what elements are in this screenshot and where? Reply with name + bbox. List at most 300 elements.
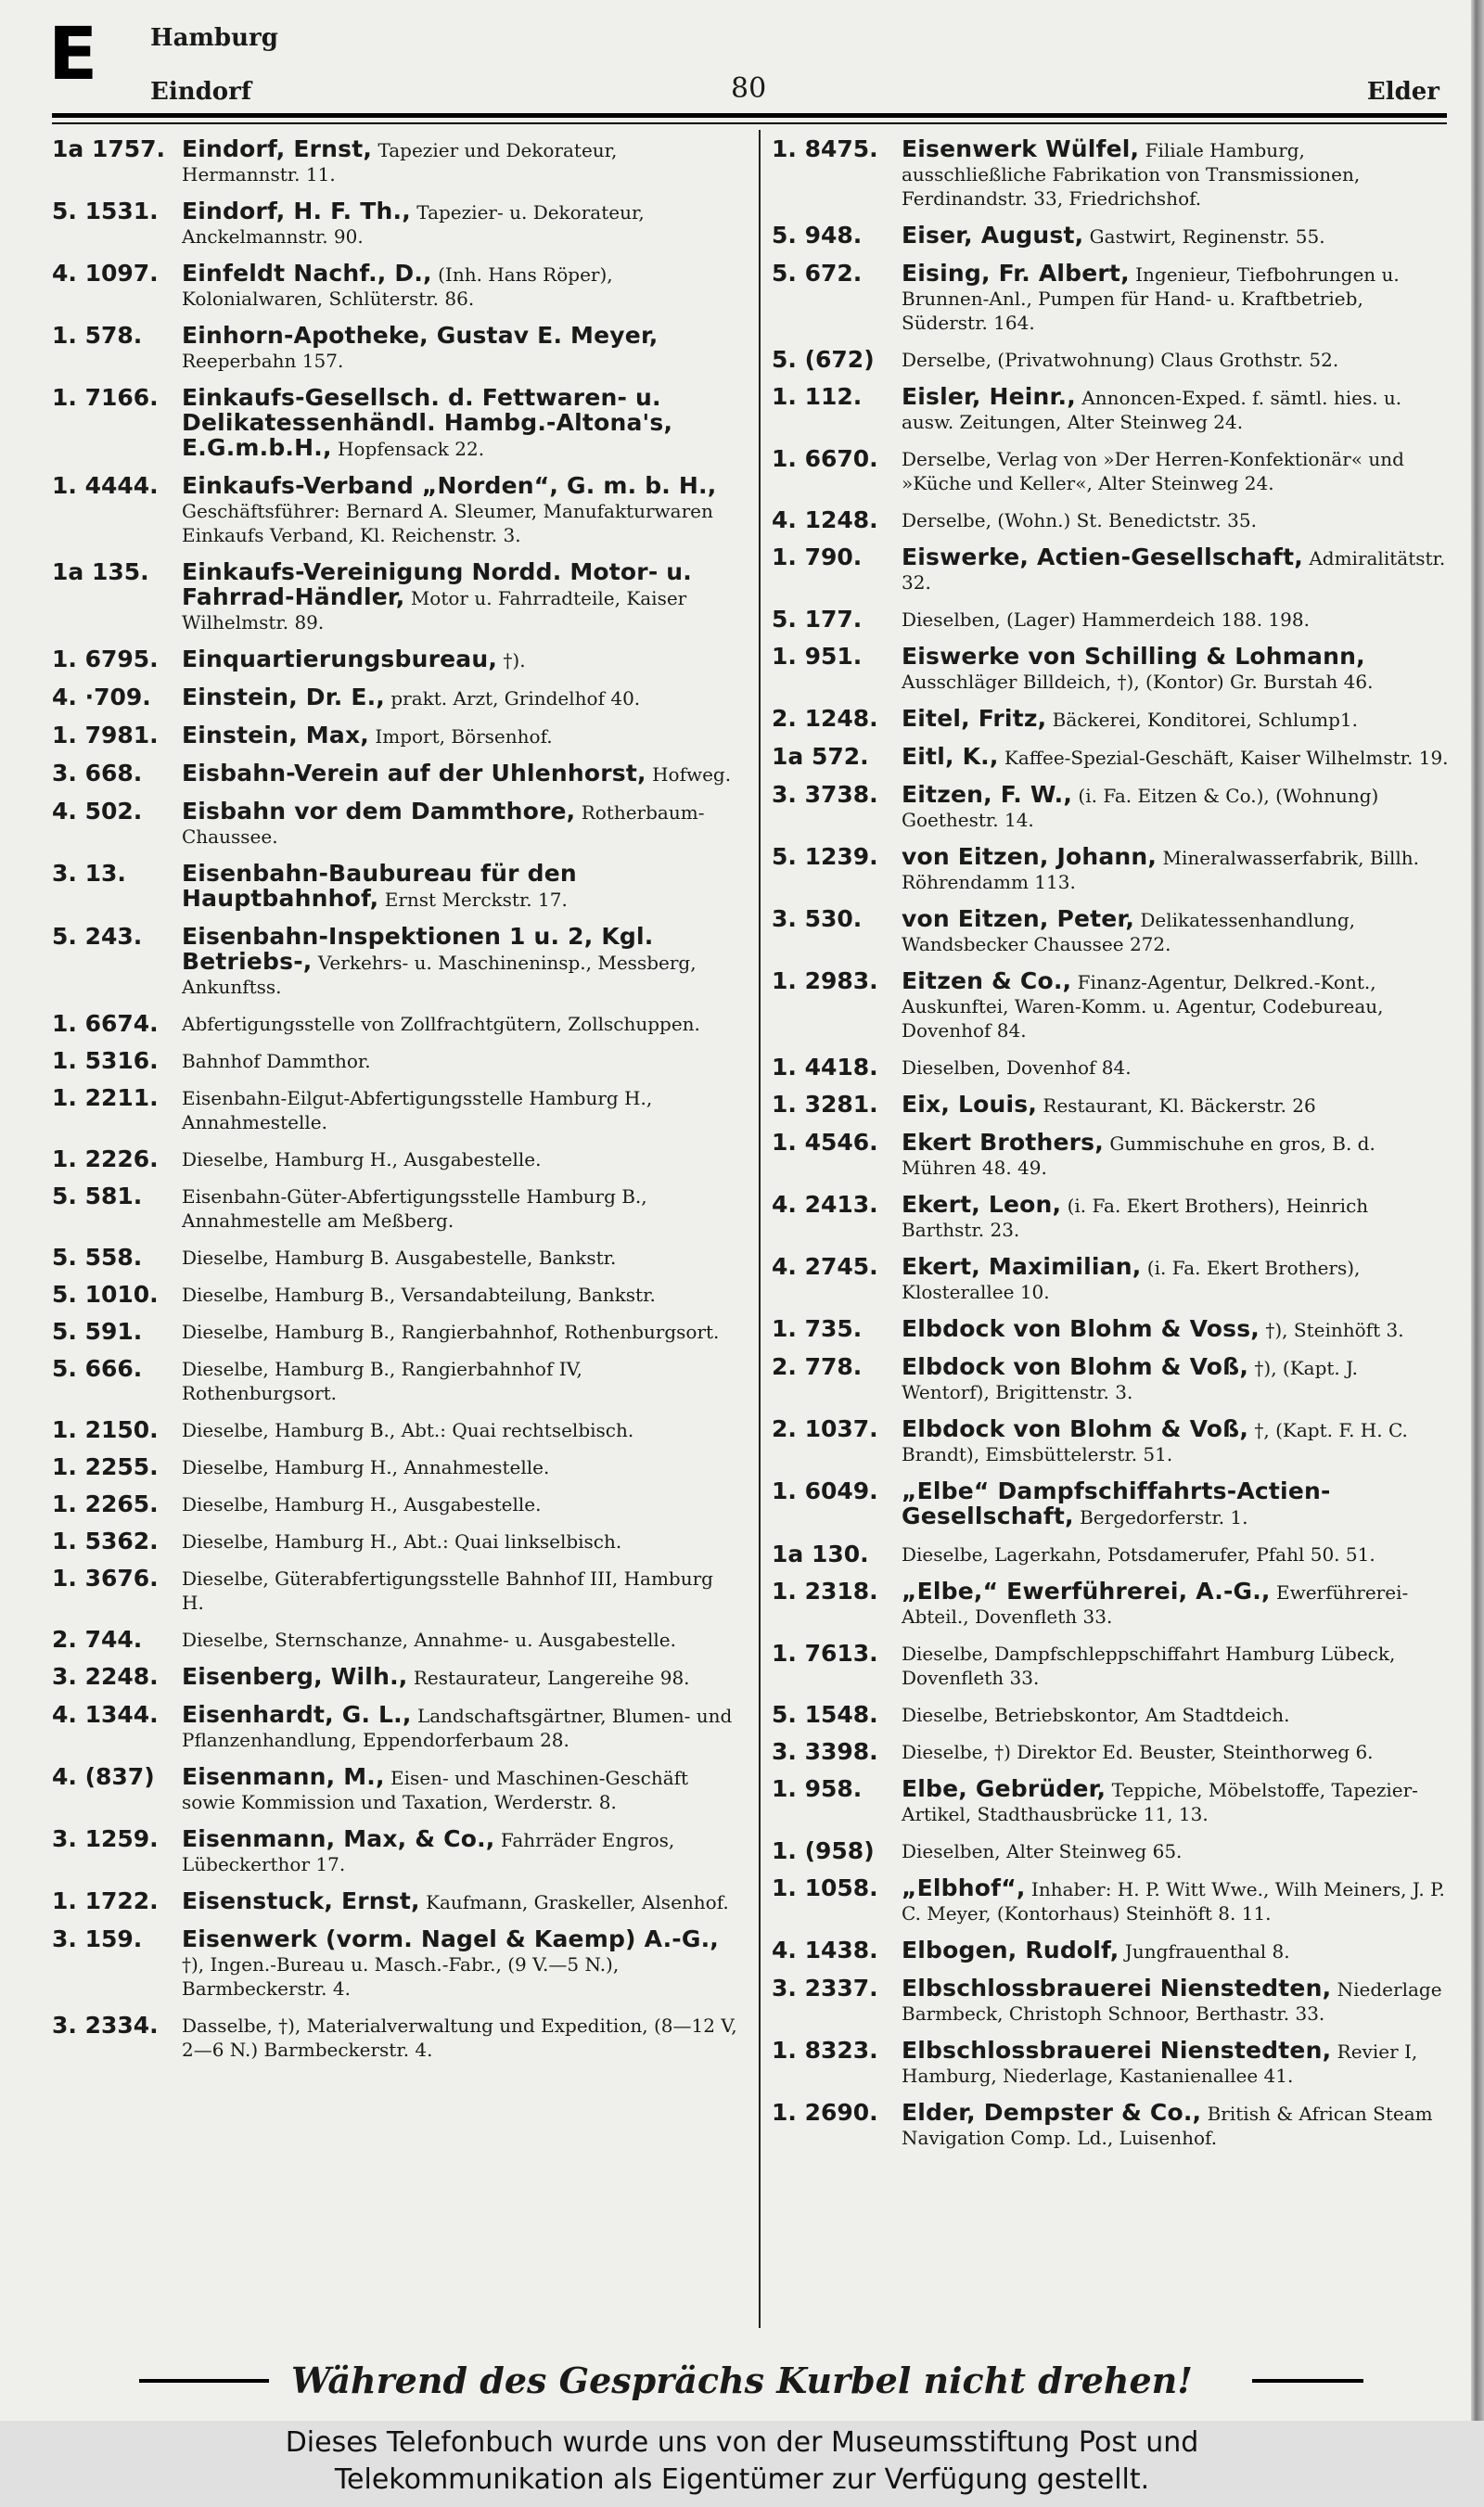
phone-number: 1. 6795. <box>52 646 159 672</box>
subscriber-details: Niederlage Barmbeck, Christoph Schnoor, Berthastr. 33. <box>902 1978 1442 2025</box>
subscriber-name: Eisenwerk (vorm. Nagel & Kaemp) A.-G., <box>182 1925 719 1952</box>
phone-number: 1. 7613. <box>772 1640 878 1667</box>
phone-number: 5. 1531. <box>52 198 159 224</box>
directory-entry <box>772 907 1449 956</box>
subscriber-name: „Elbe“ Dampfschiffahrts-Actien-Gesellschaft, <box>902 1477 1331 1529</box>
phone-number: 1. (958) <box>772 1837 875 1864</box>
subscriber-details: Dieselbe, Hamburg B., Abt.: Quai rechtselbisch. <box>182 1419 634 1441</box>
phone-number: 1. 4444. <box>52 472 159 499</box>
directory-entry <box>772 1255 1449 1304</box>
subscriber-name: Ekert Brothers, <box>902 1129 1104 1156</box>
directory-entry <box>772 2039 1449 2088</box>
subscriber-details: Reeperbahn 157. <box>182 350 344 372</box>
directory-entry <box>52 647 738 672</box>
entry-text <box>902 783 1449 832</box>
subscriber-details: Hofweg. <box>652 763 732 786</box>
entry-text <box>902 1131 1449 1180</box>
subscriber-name: Einkaufs-Vereinigung Nordd. Motor- u. Fahrrad-Händler, <box>182 558 693 610</box>
subscriber-name: Eisenmann, Max, & Co., <box>182 1825 495 1852</box>
entry-text <box>902 262 1449 335</box>
phone-number: 1a 572. <box>772 743 869 770</box>
directory-entry <box>772 1777 1449 1826</box>
directory-entry <box>52 1246 738 1270</box>
directory-entry <box>52 1927 738 2001</box>
directory-entry <box>52 1703 738 1752</box>
directory-entry <box>772 1055 1449 1080</box>
phone-number: 2. 1037. <box>772 1415 878 1442</box>
entry-text <box>902 1255 1449 1304</box>
phone-number: 1a 135. <box>52 558 149 585</box>
entry-text <box>182 199 738 249</box>
entry-text <box>902 545 1449 595</box>
entry-text <box>182 1184 738 1233</box>
subscriber-name: Eisenbahn-Baubureau für den Hauptbahnhof, <box>182 860 577 912</box>
phone-number: 5. 1239. <box>772 843 878 870</box>
page-number: 80 <box>731 72 767 105</box>
phone-number: 1. 790. <box>772 544 863 570</box>
subscriber-details: Ernst Merckstr. 17. <box>384 889 568 911</box>
directory-entry <box>772 508 1449 532</box>
column-divider <box>759 130 761 2328</box>
subscriber-details: Teppiche, Möbelstoffe, Tapezier-Artikel, Stadthausbrücke 11, 13. <box>902 1779 1418 1825</box>
phone-number: 1. 578. <box>52 322 143 349</box>
phone-number: 3. 3738. <box>772 781 878 808</box>
phone-number: 1. 958. <box>772 1775 863 1802</box>
subscriber-details: Eisenbahn-Güter-Abfertigungsstelle Hamburg B., Annahmestelle am Meßberg. <box>182 1185 647 1232</box>
directory-entry <box>772 1317 1449 1342</box>
subscriber-details: Dieselben, Alter Steinweg 65. <box>902 1840 1183 1862</box>
entry-text <box>182 647 738 672</box>
subscriber-name: Eix, Louis, <box>902 1091 1038 1118</box>
entry-text <box>182 1455 738 1479</box>
phone-number: 5. 581. <box>52 1183 143 1209</box>
entry-text <box>902 645 1449 694</box>
phone-number: 3. 1259. <box>52 1825 159 1852</box>
phone-number: 1a 130. <box>772 1541 869 1567</box>
directory-entry <box>52 386 738 461</box>
phone-number: 1. 2318. <box>772 1578 878 1605</box>
subscriber-details: Dieselbe, Lagerkahn, Potsdamerufer, Pfahl 50. 51. <box>902 1543 1375 1566</box>
phone-number: 3. 668. <box>52 760 143 787</box>
subscriber-details: (Inh. Hans Röper), Kolonialwaren, Schlüterstr. 86. <box>182 263 613 310</box>
phone-number: 4. 1438. <box>772 1937 878 1963</box>
subscriber-details: Dieselbe, Hamburg B., Versandabteilung, Bankstr. <box>182 1284 656 1306</box>
entry-text <box>182 1320 738 1344</box>
header-rule <box>52 113 1447 118</box>
directory-entry <box>772 1839 1449 1863</box>
phone-number: 1. 1058. <box>772 1874 878 1901</box>
entry-text <box>902 1093 1449 1118</box>
entry-text <box>902 447 1449 495</box>
phone-number: 1. 7981. <box>52 722 159 748</box>
phone-number: 1. 5362. <box>52 1528 159 1554</box>
entry-text <box>902 1580 1449 1629</box>
subscriber-name: Einhorn-Apotheke, Gustav E. Meyer, <box>182 322 659 349</box>
directory-entry <box>52 1492 738 1516</box>
entry-text <box>182 1012 738 1036</box>
entry-text <box>182 799 738 849</box>
subscriber-name: Eisbahn vor dem Dammthore, <box>182 798 576 825</box>
subscriber-details: Gummischuhe en gros, B. d. Mühren 48. 49. <box>902 1132 1375 1179</box>
phone-number: 4. (837) <box>52 1763 155 1790</box>
subscriber-details: Dasselbe, †), Materialverwaltung und Expedition, (8—12 V, 2—6 N.) Barmbeckerstr. 4. <box>182 2015 737 2061</box>
entry-text <box>182 761 738 787</box>
entry-text <box>902 707 1449 732</box>
subscriber-details: Eisen- und Maschinen-Geschäft sowie Kommission und Taxation, Werderstr. 8. <box>182 1767 689 1813</box>
phone-number: 5. 672. <box>772 260 863 287</box>
phone-number: 4. 502. <box>52 798 143 825</box>
directory-entry <box>52 723 738 748</box>
subscriber-name: Ekert, Leon, <box>902 1191 1062 1218</box>
entry-text <box>902 1055 1449 1080</box>
subscriber-details: British & African Steam Navigation Comp. Ld., Luisenhof. <box>902 2103 1433 2149</box>
directory-entry <box>772 545 1449 595</box>
footer-notice: Während des Gesprächs Kurbel nicht drehen! <box>291 2360 1193 2401</box>
directory-entry <box>52 1827 738 1876</box>
directory-entry <box>52 1086 738 1134</box>
subscriber-name: Elbdock von Blohm & Voß, <box>902 1353 1249 1380</box>
subscriber-details: Restaurant, Kl. Bäckerstr. 26 <box>1043 1094 1316 1117</box>
phone-number: 1. 8475. <box>772 135 878 162</box>
directory-entry <box>52 262 738 311</box>
phone-number: 2. 1248. <box>772 705 878 732</box>
subscriber-name: Elbschlossbrauerei Nienstedten, <box>902 2037 1332 2064</box>
directory-entry <box>52 1889 738 1914</box>
subscriber-details: Ewerführerei-Abteil., Dovenfleth 33. <box>902 1581 1409 1628</box>
phone-number: 4. 1248. <box>772 506 878 533</box>
phone-number: 2. 744. <box>52 1626 143 1653</box>
subscriber-details: Revier I, Hamburg, Niederlage, Kastanienallee 41. <box>902 2040 1418 2087</box>
directory-entry <box>52 560 738 634</box>
directory-entry <box>772 1193 1449 1242</box>
directory-entry <box>772 1703 1449 1727</box>
phone-number: 5. 558. <box>52 1244 143 1271</box>
phone-number: 1. 6674. <box>52 1010 159 1037</box>
entry-text <box>902 907 1449 956</box>
subscriber-name: „Elbhof“, <box>902 1874 1026 1901</box>
subscriber-name: Eisenhardt, G. L., <box>182 1701 412 1728</box>
subscriber-details: Derselbe, (Privatwohnung) Claus Grothstr. 52. <box>902 349 1339 371</box>
entry-text <box>182 1927 738 2001</box>
directory-entry <box>52 1765 738 1814</box>
entry-text <box>902 1777 1449 1826</box>
phone-number: 3. 530. <box>772 905 863 932</box>
entry-text <box>182 1827 738 1876</box>
phone-number: 1. 5316. <box>52 1047 159 1074</box>
directory-entry <box>772 447 1449 495</box>
subscriber-name: Eisenberg, Wilh., <box>182 1663 408 1690</box>
directory-entry <box>772 1479 1449 1529</box>
entry-text <box>182 2014 738 2062</box>
directory-entry <box>772 745 1449 770</box>
subscriber-details: Dieselbe, Hamburg H., Ausgabestelle. <box>182 1148 542 1170</box>
phone-number: 4. 1097. <box>52 260 159 287</box>
directory-entry <box>772 1976 1449 2026</box>
entry-text <box>182 1567 738 1615</box>
entry-text <box>182 723 738 748</box>
directory-entry <box>772 1355 1449 1404</box>
entry-text <box>902 1703 1449 1727</box>
entry-text <box>902 1317 1449 1342</box>
entry-text <box>182 1889 738 1914</box>
phone-number: 1. 2255. <box>52 1453 159 1480</box>
directory-entry <box>52 685 738 710</box>
subscriber-details: Annoncen-Exped. f. sämtl. hies. u. ausw. Zeitungen, Alter Steinweg 24. <box>902 387 1402 433</box>
phone-number: 1. 112. <box>772 383 863 410</box>
phone-number: 1. 8323. <box>772 2037 878 2064</box>
subscriber-name: Einkaufs-Verband „Norden“, G. m. b. H., <box>182 472 717 499</box>
entry-text <box>902 1355 1449 1404</box>
subscriber-details: Filiale Hamburg, ausschließliche Fabrikation von Transmissionen, Ferdinandstr. 33, Friedrichshof. <box>902 139 1361 210</box>
entry-text <box>182 1529 738 1554</box>
subscriber-name: Eisenmann, M., <box>182 1763 385 1790</box>
right-column <box>772 137 1449 2163</box>
entry-text <box>182 262 738 311</box>
subscriber-name: Einquartierungsbureau, <box>182 646 498 672</box>
phone-number: 1. 2150. <box>52 1416 159 1443</box>
subscriber-details: (i. Fa. Ekert Brothers), Klosterallee 10. <box>902 1257 1361 1303</box>
entry-text <box>182 1665 738 1690</box>
subscriber-details: Dieselbe, Dampfschleppschiffahrt Hamburg Lübeck, Dovenfleth 33. <box>902 1643 1396 1689</box>
subscriber-details: Motor u. Fahrradteile, Kaiser Wilhelmstr. 89. <box>182 587 687 633</box>
subscriber-name: Eiser, August, <box>902 222 1084 249</box>
subscriber-name: Ekert, Maximilian, <box>902 1253 1142 1280</box>
directory-entry <box>52 761 738 787</box>
subscriber-details: Delikatessenhandlung, Wandsbecker Chaussee 272. <box>902 909 1356 955</box>
entry-text <box>902 1976 1449 2026</box>
phone-number: 3. 2334. <box>52 2012 159 2039</box>
phone-number: 3. 2337. <box>772 1975 878 2002</box>
entry-text <box>902 348 1449 372</box>
entry-text <box>182 685 738 710</box>
subscriber-details: Jungfrauenthal 8. <box>1124 1940 1290 1963</box>
directory-entry <box>772 1740 1449 1764</box>
header-rule-thin <box>52 122 1447 124</box>
directory-entry <box>52 324 738 373</box>
subscriber-details: Bahnhof Dammthor. <box>182 1050 371 1072</box>
subscriber-details: Ausschläger Billdeich, †), (Kontor) Gr. Burstah 46. <box>902 671 1374 693</box>
subscriber-name: Elder, Dempster & Co., <box>902 2099 1202 2126</box>
phone-number: 5. (672) <box>772 346 875 373</box>
subscriber-details: Dieselbe, †) Direktor Ed. Beuster, Steinthorweg 6. <box>902 1741 1374 1763</box>
left-column <box>52 137 738 2075</box>
entry-text <box>902 2101 1449 2150</box>
phone-number: 4. 2745. <box>772 1253 878 1280</box>
entry-text <box>182 1703 738 1752</box>
section-letter: E <box>48 13 98 96</box>
phone-number: 3. 13. <box>52 860 126 887</box>
phone-number: 5. 243. <box>52 923 143 950</box>
entry-text <box>902 1839 1449 1863</box>
directory-entry <box>772 2101 1449 2150</box>
phone-number: 5. 948. <box>772 222 863 249</box>
directory-entry <box>772 1417 1449 1466</box>
entry-text <box>182 862 738 912</box>
directory-entry <box>52 862 738 912</box>
phone-number: 1. 4546. <box>772 1129 878 1156</box>
directory-entry <box>772 645 1449 694</box>
entry-text <box>902 745 1449 770</box>
directory-entry <box>52 1665 738 1690</box>
directory-entry <box>772 262 1449 335</box>
directory-entry <box>52 1320 738 1344</box>
entry-text <box>902 1417 1449 1466</box>
entry-text <box>902 969 1449 1042</box>
subscriber-name: „Elbe,“ Ewerführerei, A.-G., <box>902 1578 1271 1605</box>
entry-text <box>902 1876 1449 1925</box>
directory-entry <box>772 608 1449 632</box>
entry-text <box>902 1193 1449 1242</box>
directory-entry <box>772 348 1449 372</box>
caption-line-2: Telekommunikation als Eigentümer zur Verfügung gestellt. <box>334 2463 1150 2496</box>
subscriber-name: Einfeldt Nachf., D., <box>182 260 432 287</box>
entry-text <box>182 1628 738 1652</box>
directory-entry <box>52 199 738 249</box>
entry-text <box>902 1479 1449 1529</box>
subscriber-details: Rotherbaum-Chaussee. <box>182 801 705 848</box>
phone-number: 1. 1722. <box>52 1887 159 1914</box>
phone-number: 5. 666. <box>52 1355 143 1382</box>
entry-text <box>182 1283 738 1307</box>
entry-text <box>182 1147 738 1171</box>
entry-text <box>182 1765 738 1814</box>
directory-entry <box>772 1542 1449 1567</box>
entry-text <box>182 1418 738 1442</box>
subscriber-details: Dieselbe, Sternschanze, Annahme- u. Ausgabestelle. <box>182 1629 676 1651</box>
phone-number: 3. 2248. <box>52 1663 159 1690</box>
subscriber-details: Geschäftsführer: Bernard A. Sleumer, Manufakturwaren Einkaufs Verband, Kl. Reichenstr. 3. <box>182 500 713 546</box>
subscriber-details: Dieselben, Dovenhof 84. <box>902 1056 1132 1079</box>
header-city: Hamburg <box>150 24 278 52</box>
entry-text <box>182 474 738 547</box>
directory-entry <box>52 1283 738 1307</box>
entry-text <box>182 1246 738 1270</box>
subscriber-details: Derselbe, (Wohn.) St. Benedictstr. 35. <box>902 509 1257 531</box>
subscriber-name: Elbe, Gebrüder, <box>902 1775 1107 1802</box>
entry-text <box>182 324 738 373</box>
subscriber-name: Eitel, Fritz, <box>902 705 1047 732</box>
caption-line-1: Dieses Telefonbuch wurde uns von der Museumsstiftung Post und <box>285 2426 1199 2459</box>
header-last-entry: Elder <box>1366 78 1439 106</box>
phone-number: 1. 7166. <box>52 384 159 411</box>
subscriber-name: Eisler, Heinr., <box>902 383 1076 410</box>
phone-number: 4. 2413. <box>772 1191 878 1218</box>
subscriber-name: Einkaufs-Gesellsch. d. Fettwaren- u. Delikatessenhändl. Hambg.-Altona's, E.G.m.b.H., <box>182 384 673 461</box>
subscriber-details: Bergedorferstr. 1. <box>1080 1506 1248 1529</box>
subscriber-details: †). <box>503 649 526 672</box>
directory-entry <box>52 1184 738 1233</box>
entry-text <box>902 385 1449 434</box>
phone-number: 1. 6670. <box>772 445 878 472</box>
subscriber-name: Elbogen, Rudolf, <box>902 1937 1119 1963</box>
subscriber-details: Mineralwasserfabrik, Billh. Röhrendamm 113. <box>902 847 1419 893</box>
subscriber-details: Abfertigungsstelle von Zollfrachtgütern, Zollschuppen. <box>182 1013 700 1035</box>
phone-number: 2. 778. <box>772 1353 863 1380</box>
footer-dash-right <box>1252 2379 1363 2383</box>
entry-text <box>902 137 1449 211</box>
subscriber-details: Derselbe, Verlag von »Der Herren-Konfektionär« und »Küche und Keller«, Alter Steinweg 24. <box>902 448 1404 494</box>
phone-number: 1. 2265. <box>52 1490 159 1517</box>
directory-entry <box>772 224 1449 249</box>
subscriber-name: Eisenbahn-Inspektionen 1 u. 2, Kgl. Betriebs-, <box>182 923 654 975</box>
entry-text <box>902 845 1449 894</box>
subscriber-details: †), Ingen.-Bureau u. Masch.-Fabr., (9 V.—5 N.), Barmbeckerstr. 4. <box>182 1953 620 2000</box>
directory-entry <box>772 137 1449 211</box>
directory-entry <box>52 925 738 999</box>
entry-text <box>182 1049 738 1073</box>
directory-entry <box>52 1357 738 1405</box>
subscriber-name: Eitzen & Co., <box>902 967 1072 994</box>
subscriber-details: prakt. Arzt, Grindelhof 40. <box>390 687 641 710</box>
subscriber-details: Eisenbahn-Eilgut-Abfertigungsstelle Hamburg H., Annahmestelle. <box>182 1087 653 1133</box>
phone-number: 1. 4418. <box>772 1054 878 1081</box>
subscriber-name: von Eitzen, Johann, <box>902 843 1158 870</box>
entry-text <box>902 1642 1449 1690</box>
entry-text <box>182 386 738 461</box>
subscriber-details: Tapezier- u. Dekorateur, Anckelmannstr. 90. <box>182 201 645 248</box>
subscriber-details: Finanz-Agentur, Delkred.-Kont., Auskunftei, Waren-Komm. u. Agentur, Codebureau, Dovenhof 84. <box>902 971 1384 1042</box>
subscriber-details: (i. Fa. Eitzen & Co.), (Wohnung) Goethestr. 14. <box>902 785 1379 831</box>
phone-number: 4. ·709. <box>52 684 151 710</box>
phone-number: 4. 1344. <box>52 1701 159 1728</box>
directory-entry <box>772 385 1449 434</box>
directory-entry <box>772 1876 1449 1925</box>
subscriber-name: Elbschlossbrauerei Nienstedten, <box>902 1975 1332 2002</box>
subscriber-details: Verkehrs- u. Maschineninsp., Messberg, Ankunftss. <box>182 952 697 998</box>
phone-number: 1. 951. <box>772 643 863 670</box>
directory-entry <box>52 474 738 547</box>
subscriber-name: Eiswerke von Schilling & Lohmann, <box>902 643 1365 670</box>
directory-entry <box>52 1567 738 1615</box>
directory-entry <box>772 845 1449 894</box>
subscriber-details: Dieselbe, Hamburg H., Abt.: Quai linkselbisch. <box>182 1530 622 1553</box>
directory-entry <box>772 1642 1449 1690</box>
subscriber-details: Import, Börsenhof. <box>375 725 553 748</box>
entry-text <box>902 224 1449 249</box>
subscriber-name: Elbdock von Blohm & Voss, <box>902 1315 1260 1342</box>
subscriber-name: Eindorf, Ernst, <box>182 135 373 162</box>
subscriber-details: Dieselbe, Hamburg B., Rangierbahnhof, Rothenburgsort. <box>182 1321 720 1343</box>
entry-text <box>182 137 738 186</box>
subscriber-details: †), (Kapt. J. Wentorf), Brigittenstr. 3. <box>902 1357 1358 1403</box>
phone-number: 1. 2983. <box>772 967 878 994</box>
entry-text <box>182 1492 738 1516</box>
entry-text <box>902 2039 1449 2088</box>
directory-entry <box>52 2014 738 2062</box>
directory-entry <box>52 137 738 186</box>
phone-number: 1. 6049. <box>772 1477 878 1504</box>
subscriber-details: Bäckerei, Konditorei, Schlump1. <box>1052 709 1358 731</box>
subscriber-name: Einstein, Dr. E., <box>182 684 385 710</box>
subscriber-details: Dieselbe, Güterabfertigungsstelle Bahnhof III, Hamburg H. <box>182 1567 713 1614</box>
subscriber-name: Eiswerke, Actien-Gesellschaft, <box>902 544 1303 570</box>
entry-text <box>902 1938 1449 1963</box>
subscriber-details: Kaufmann, Graskeller, Alsenhof. <box>426 1891 729 1913</box>
directory-entry <box>772 1093 1449 1118</box>
phone-number: 1. 735. <box>772 1315 863 1342</box>
directory-entry <box>52 1529 738 1554</box>
entry-text <box>182 1086 738 1134</box>
phone-number: 1. 3281. <box>772 1091 878 1118</box>
subscriber-details: †), Steinhöft 3. <box>1265 1319 1404 1341</box>
phone-number: 5. 591. <box>52 1318 143 1345</box>
entry-text <box>902 608 1449 632</box>
subscriber-details: Hopfensack 22. <box>338 438 485 460</box>
subscriber-details: Landschaftsgärtner, Blumen- und Pflanzenhandlung, Eppendorferbaum 28. <box>182 1705 733 1751</box>
subscriber-details: (i. Fa. Ekert Brothers), Heinrich Barthstr. 23. <box>902 1195 1369 1241</box>
subscriber-name: Eindorf, H. F. Th., <box>182 198 411 224</box>
subscriber-name: Eitzen, F. W., <box>902 781 1073 808</box>
